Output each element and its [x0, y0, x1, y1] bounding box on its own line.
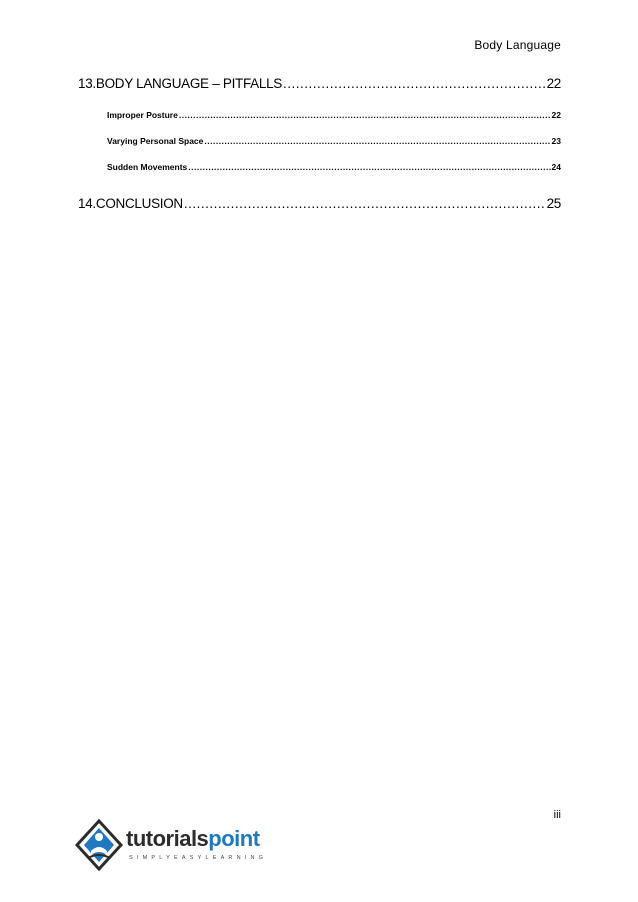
toc-dot-leader [283, 76, 546, 91]
tutorialspoint-logo [74, 818, 268, 876]
toc-dot-leader [184, 196, 546, 211]
toc-entry-section[interactable] [107, 110, 561, 120]
toc-entry-section[interactable] [107, 136, 561, 146]
logo-wordmark: tutorialspoint [126, 826, 260, 851]
toc-page-number: 24 [551, 162, 561, 172]
toc-section-title: Varying Personal Space [107, 136, 204, 146]
toc-chapter-number: 13. [78, 76, 96, 91]
toc-page-number: 22 [551, 110, 561, 120]
toc-dot-leader [204, 136, 550, 146]
toc-dot-leader [188, 162, 550, 172]
running-header: Body Language [474, 38, 561, 52]
toc-dot-leader [179, 110, 551, 120]
toc-chapter-number: 14. [78, 196, 96, 211]
toc-entry-chapter-14[interactable] [78, 196, 561, 211]
footer-page-number: iii [553, 809, 561, 821]
toc-section-title: Sudden Movements [107, 162, 188, 172]
toc-page-number: 25 [546, 196, 561, 211]
toc-page-number: 23 [551, 136, 561, 146]
logo-tagline: SIMPLYEASYLEARNING [129, 855, 268, 861]
toc-chapter-title: BODY LANGUAGE – PITFALLS [95, 76, 282, 91]
toc-section-title: Improper Posture [107, 110, 178, 120]
toc-chapter-title: CONCLUSION [95, 196, 183, 211]
toc-entry-chapter-13[interactable] [78, 76, 561, 91]
toc-page-number: 22 [546, 76, 561, 91]
toc-entry-section[interactable] [107, 162, 561, 172]
logo-emblem-icon [74, 818, 124, 876]
